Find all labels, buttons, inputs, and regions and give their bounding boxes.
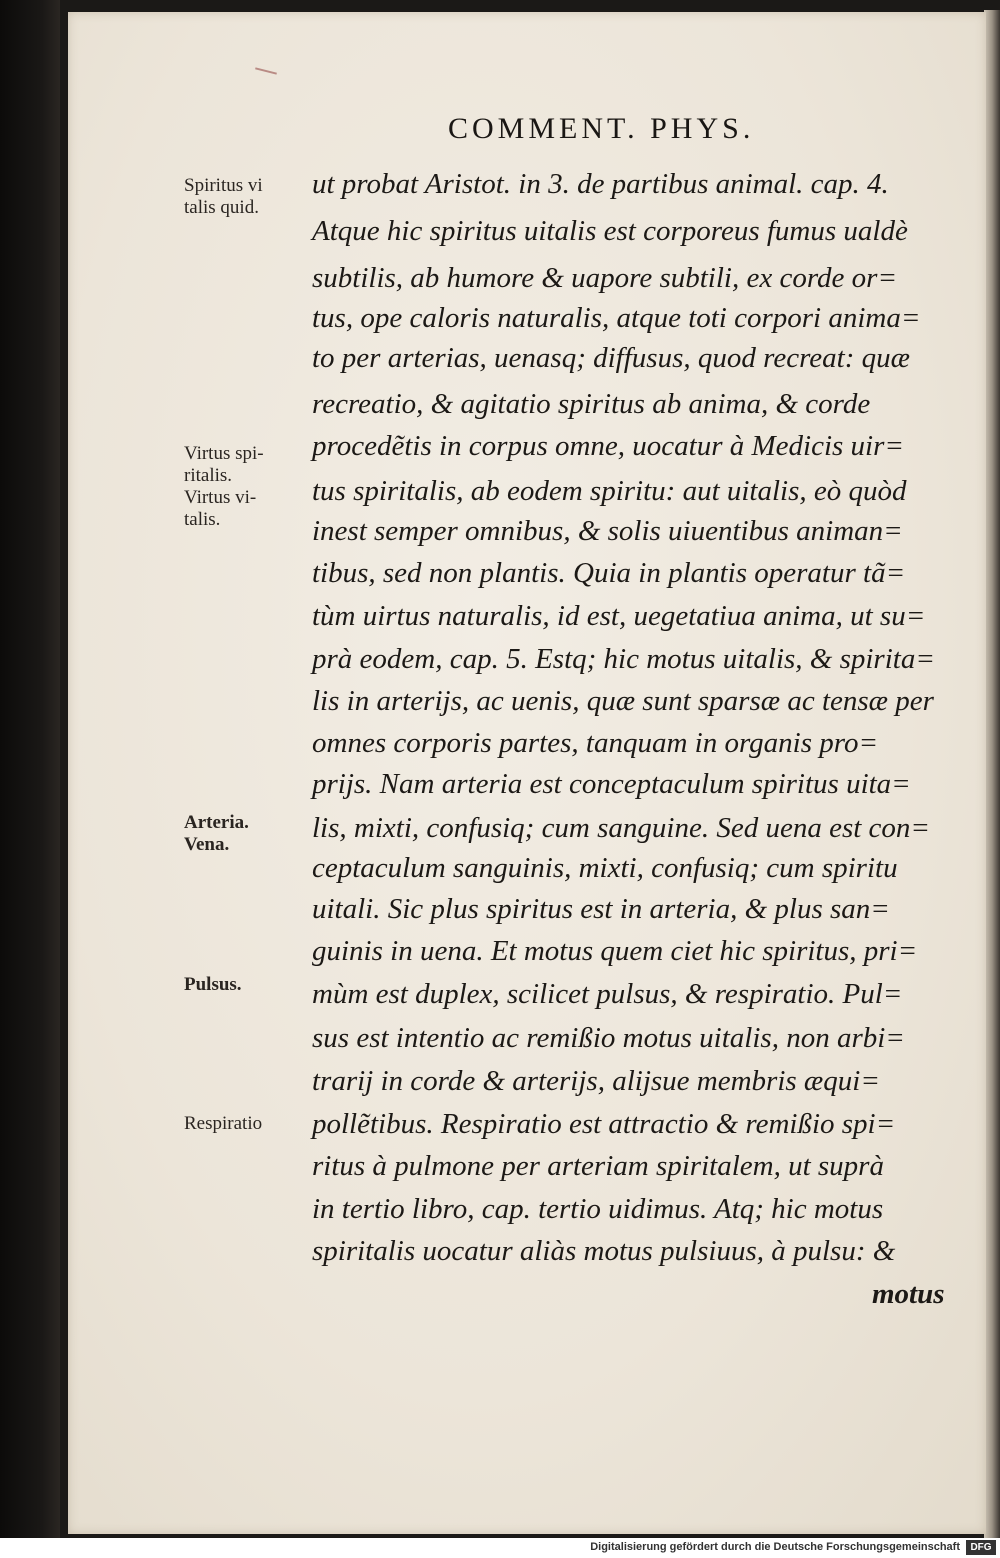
marginal-note-line: Virtus spi- [184, 443, 264, 464]
marginal-note-spiritus [184, 175, 309, 219]
body-line: ceptaculum sanguinis, mixti, confusiq; cum spiritu [312, 852, 898, 884]
body-line: to per arterias, uenasq; diffusus, quod recreat: quæ [312, 342, 910, 374]
body-line: guinis in uena. Et motus quem ciet hic spiritus, pri= [312, 935, 918, 967]
marginal-note-line: ritalis. [184, 465, 233, 486]
body-line: omnes corporis partes, tanquam in organis pro= [312, 727, 879, 759]
marginal-note-line: Virtus vi- [184, 487, 257, 508]
marginal-note-line: Arteria. [184, 812, 249, 833]
marginal-note-line: Spiritus vi [184, 175, 263, 196]
page-edge [984, 10, 1000, 1538]
left-scan-edge [0, 0, 60, 1540]
marginal-note-arteria [184, 812, 309, 856]
running-title: COMMENT. PHYS. [448, 112, 755, 145]
marginal-note-respiratio [184, 1113, 309, 1135]
body-line: subtilis, ab humore & uapore subtili, ex corde or= [312, 262, 898, 294]
marginal-note-line: Vena. [184, 834, 230, 855]
marginal-note-virtus [184, 443, 309, 531]
marginal-note-pulsus [184, 974, 309, 996]
body-line: recreatio, & agitatio spiritus ab anima, & corde [312, 388, 871, 420]
body-line: pollẽtibus. Respiratio est attractio & remißio spi= [312, 1108, 896, 1140]
catchword: motus [872, 1278, 945, 1310]
body-line: lis in arterijs, ac uenis, quæ sunt sparsæ ac tensæ per [312, 685, 934, 717]
body-line: spiritalis uocatur aliàs motus pulsiuus, à pulsu: & [312, 1235, 896, 1267]
marginal-note-line: Respiratio [184, 1113, 263, 1134]
body-line: Atque hic spiritus uitalis est corporeus fumus ualdè [312, 215, 908, 247]
body-line: ritus à pulmone per arteriam spiritalem, ut suprà [312, 1150, 884, 1182]
marginal-note-line: talis. [184, 509, 221, 530]
body-line: sus est intentio ac remißio motus uitalis, non arbi= [312, 1022, 905, 1054]
body-line: ut probat Aristot. in 3. de partibus animal. cap. 4. [312, 168, 889, 200]
marginal-note-line: talis quid. [184, 197, 259, 218]
body-line: inest semper omnibus, & solis uiuentibus animan= [312, 515, 903, 547]
body-line: lis, mixti, confusiq; cum sanguine. Sed uena est con= [312, 812, 930, 844]
body-line: procedẽtis in corpus omne, uocatur à Medicis uir= [312, 430, 904, 462]
body-line: uitali. Sic plus spiritus est in arteria, & plus san= [312, 893, 890, 925]
body-line: tùm uirtus naturalis, id est, uegetatiua anima, ut su= [312, 600, 926, 632]
body-line: in tertio libro, cap. tertio uidimus. Atq; hic motus [312, 1193, 884, 1225]
body-line: tus, ope caloris naturalis, atque toti corpori anima= [312, 302, 921, 334]
body-line: prà eodem, cap. 5. Estq; hic motus uitalis, & spirita= [312, 643, 935, 675]
body-line: tibus, sed non plantis. Quia in plantis operatur tã= [312, 557, 906, 589]
body-line: trarij in corde & arterijs, alijsue membris æqui= [312, 1065, 880, 1097]
digitization-credit: Digitalisierung gefördert durch die Deutsche Forschungsgemeinschaft [590, 1541, 960, 1553]
marginal-note-line: Pulsus. [184, 974, 242, 995]
body-line: prijs. Nam arteria est conceptaculum spiritus uita= [312, 768, 911, 800]
dfg-logo: DFG [966, 1540, 996, 1555]
body-line: mùm est duplex, scilicet pulsus, & respiratio. Pul= [312, 978, 903, 1010]
body-line: tus spiritalis, ab eodem spiritu: aut uitalis, eò quòd [312, 475, 907, 507]
